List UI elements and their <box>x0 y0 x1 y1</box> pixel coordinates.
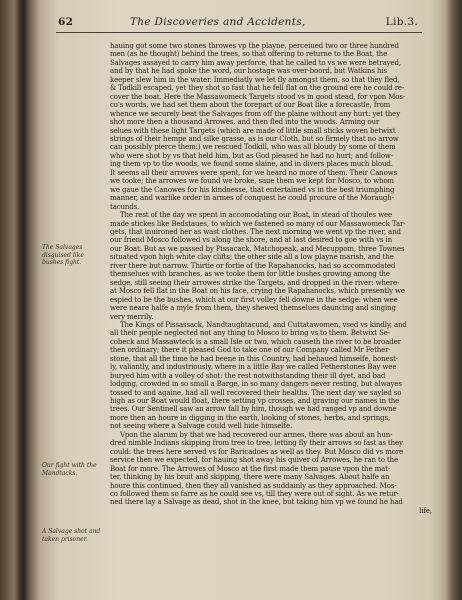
margin-note: A Salvage shot and taken prisoner. <box>42 528 101 543</box>
text-line: stone, that all the time he had beene in this Country, had behaued himselfe, honest- <box>110 354 399 363</box>
text-line: high as our Boat would float, there setting vp crosses, and graving our names in the <box>110 397 400 406</box>
text-line: espied to be the bushes, which at our first volley fell downe in the sedge: when wee <box>110 295 398 304</box>
text-line: co's words, we had set them about the forepart of our Boat like a forecastle, from <box>110 101 391 110</box>
text-line: river there but narrow. Thirtie or fortie of the Rapahanocks, had so accommodated <box>110 261 396 270</box>
text-line: & Todkill escaped, yet they shot so fast that he fell flat on the ground ere he could re- <box>110 84 405 93</box>
book-gutter <box>0 0 40 600</box>
text-line: were neare halfe a myle from them, they shewed themselues dauncing and singing <box>110 304 396 313</box>
text-line: co followed them so farre as he could see vs, till they were out of sight. As we retur- <box>110 490 399 499</box>
margin-note: The Salvages disguised like bushes fight. <box>42 244 84 266</box>
text-line: men (as he thought) behind the trees, so that offering to returne to the Boat, the <box>110 50 388 59</box>
text-line: ing them vp to the woods, we found some slaine, and in divers places much bloud. <box>110 160 393 169</box>
text-line: The rest of the day we spent in accomodating our Boat, in stead of thoules wee <box>120 211 392 220</box>
text-line: not seeing where a Salvage could well hide himselfe. <box>110 422 293 431</box>
text-line: cover the boat. Here the Massawomeck Targets stood vs in good stead, for vpon Mos- <box>110 92 406 101</box>
text-line: trees. Our Sentinell saw an arrow fall by him, though we had ranged vp and downe <box>110 405 397 414</box>
text-line: tacunds. <box>110 202 140 211</box>
text-line: ly, valiantly, and industriously, where in a little Bay we called Fetherstones Bay wee <box>110 363 397 372</box>
text-line: strings of their hempe and silke grasse, as is our Cloth, but so firmely that no arrow <box>110 134 399 143</box>
text-line: dred nimble Indians skipping from tree to tree, letting fly their arrows so fast as they <box>110 439 403 448</box>
text-line: service then we expected, for hauing shot away his quiver of Arrowes, he ran to the <box>110 456 399 465</box>
text-line: situated vpon high white clay clifts; the other side all a low playne marish, and the <box>110 253 394 262</box>
text-line: Vpon the alarum by that we had recovered our armes, there was about an hun- <box>120 430 393 439</box>
text-line: tossed to and againe, had all well recovered their healths. The next day we sayled so <box>110 388 402 397</box>
text-line: we gaue the Canowes for his kindnesse, that entertained vs in the best triumphing <box>110 185 395 194</box>
text-line: Boat for more. The Arrowes of Mosco at the first made them pause vpon the mat- <box>110 464 391 473</box>
text-line: our Boat. But as we passed by Pissacack, Matchopeak, and Mecuppom, three Townes <box>110 244 405 253</box>
text-line: keeper slew him in the water. Immediatly we let fly amongst them, so that they fled, <box>110 75 400 84</box>
text-line: sedge, still seeing their arrowes strike the Targets, and dropped in the river: where- <box>110 278 400 287</box>
text-line: more then an houre in digging in the earth, looking of stones, herbs, and springs, <box>110 413 391 422</box>
page <box>40 8 440 596</box>
text-line: It seems all their arrowes were spent, for we heard no more of them. Their Canows <box>110 168 398 177</box>
text-line: all their people neglected not any thing to Mosco to bring vs to them. Betwixt Se- <box>110 329 391 338</box>
text-line: lodging, crowded in so small a Barge, in so many dangers never resting, but alwayes <box>110 380 402 389</box>
text-line: cobeck and Massawteck is a small Isle or two, which causeth the river to be broader <box>110 337 401 346</box>
text-line: our friend Mosco followed vs along the shore, and at last desired to goe with vs in <box>110 236 392 245</box>
text-line: Salvages assayed to carry him away perforce, that he called to vs we were betrayed, <box>110 58 401 67</box>
text-line: could: the trees here served vs for Baricadoes as well as they. But Mosco did vs more <box>110 447 404 456</box>
text-line: ter, thinking by his bruit and skipping, there were many Salvages. About halfe an <box>110 473 390 482</box>
text-line: gets, that inuironed her as wast clothes. The next morning we went vp the river, and <box>110 227 401 236</box>
text-line: and by that he had spoke the word, our hostage was over-boord, but Watkins his <box>110 67 387 76</box>
page-number: 62 <box>58 16 74 28</box>
text-line: at Mosco fell flat in the Boat on his face, crying the Rapahanocks, which presently we <box>110 287 405 296</box>
text-line: very merrily. <box>110 312 154 321</box>
text-line: houre this continued, then they all vanished as suddainly as they approached. Mos- <box>110 481 397 490</box>
text-line: can possibly pierce them:) we rescued Todkill, who was all bloudy by some of them <box>110 143 396 152</box>
text-line: we tooke; the arrowes we found we broke, saue them we kept for Mosco, to whom <box>110 177 394 186</box>
text-line: ned there lay a Salvage as dead, shot in the knee, but taking him vp we found he had <box>110 498 403 507</box>
text-line: manner, and warlike order in armes of conquest he could procure of the Moraugh- <box>110 194 394 203</box>
text-line: who were shot by vs that held him, but as God pleased he had no hurt; and follow- <box>110 151 394 160</box>
text-line: selues with these light Targets (which are made of little small sticks woven betwixt <box>110 126 396 135</box>
margin-note: Our fight with the Mandtacks. <box>42 462 97 477</box>
body-text <box>110 42 432 515</box>
text-line: shot more then a thousand Arrowes, and then fled into the woods. Arming our <box>110 118 380 127</box>
text-line: then ordinary; there it pleased God to take one of our Company called Mr Fether- <box>110 346 391 355</box>
text-line: themselues with branches, as we tooke them for little bushes growing among the <box>110 270 390 279</box>
running-title: The Discoveries and Accidents, <box>130 16 306 28</box>
text-line: hauing got some two stones throwes vp the playne, perceiued two or three hundred <box>110 42 399 50</box>
running-header <box>40 8 440 46</box>
text-line: made stickes like Bedstaues, to which we fastened so many of our Massawomeck Tar- <box>110 219 406 228</box>
text-line: buryed him with a volley of shot: the rest notwithstanding their ill dyet, and bad <box>110 371 386 380</box>
text-line: The Kings of Pissassack, Nandtaughtacund, and Cuttatawomen, vsed vs kindly, and <box>120 320 407 329</box>
text-line: life, <box>419 506 432 515</box>
header-rule <box>56 32 422 33</box>
text-line: whence we securely beat the Salvages from off the plaine without any hurt: yet they <box>110 109 401 118</box>
book-reference: Lib.3. <box>385 16 418 28</box>
